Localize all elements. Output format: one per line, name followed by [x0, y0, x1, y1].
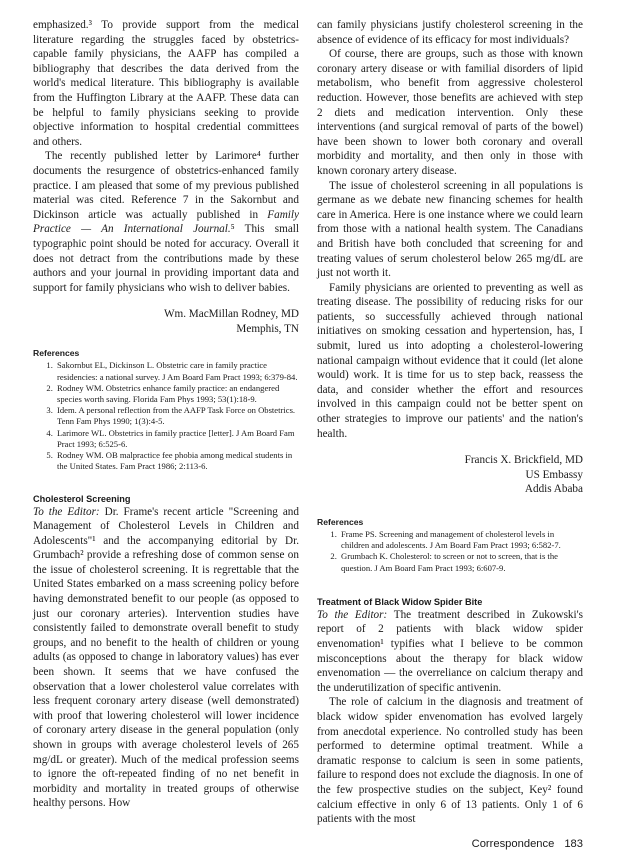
- paragraph-text: The recently published letter by Larimore⁴ further documents the resurgence of obstetrics-enhanced family practice. I am pleased that some of my previous published material was cited. Reference 7 in the Sakornbut and Dickinson article was actually published in: [33, 150, 299, 221]
- signature-block: [33, 307, 299, 336]
- paragraph-text: The treatment described in Zukowski's report of 2 patients with black widow spider envenomation¹ typifies what I believe to be common misconceptions about the therapy for black widow envenomation — the overreliance on calcium therapy and the underutilization of specific antivenin.: [317, 608, 583, 694]
- page-number: 183: [564, 838, 583, 850]
- reference-item: 3. Idem. A personal reflection from the AAFP Task Force on Obstetrics. Tenn Fam Phys 1990; 1(3):4-5.: [55, 405, 299, 427]
- page-footer: [317, 838, 583, 850]
- left-column: [33, 18, 299, 811]
- reference-list: [33, 360, 299, 472]
- paragraph: can family physicians justify cholesterol screening in the absence of evidence of its efficacy for most individuals?: [317, 19, 583, 46]
- reference-item: 2. Grumbach K. Cholesterol: to screen or not to screen, that is the question. J Am Board Fam Pract 1993; 6:607-9.: [339, 551, 583, 573]
- right-column: [317, 18, 583, 827]
- paragraph: Of course, there are groups, such as those with known coronary artery disease or with familial disorders of lipid metabolism, who benefit from aggressive cholesterol reduction. However, those benefits are achieved with step 2 diets and medication intervention. Only these interventions (and surgical removal of parts of the bowel) have been shown to lower both coronary and overall morbidity and mortality, and then only in those with known coronary artery disease.: [317, 48, 583, 177]
- journal-title: Family Practice — An International Journal.: [33, 208, 299, 236]
- paragraph: emphasized.³ To provide support from the medical literature regarding the struggles faced by obstetrics-capable family physicians, the AAFP has compiled a bibliography that describes the data derived from the world's medical literature. This bibliography is available from the Huffington Library at the AAFP. These data can be helpful to family physicians seeking to provide objective information to hospital credential committees and others.: [33, 19, 299, 148]
- references-heading: References: [317, 517, 364, 527]
- paragraph: [317, 608, 583, 696]
- reference-item: 1. Sakornbut EL, Dickinson L. Obstetric care in family practice residencies: a national survey. J Am Board Fam Pract 1993; 6:379-84.: [55, 360, 299, 382]
- signature-place: Memphis, TN: [236, 322, 299, 335]
- reference-item: 5. Rodney WM. OB malpractice fee phobia among medical students in the United States. Fam Pract 1986; 2:113-6.: [55, 450, 299, 472]
- reference-item: 2. Rodney WM. Obstetrics enhance family practice: an endangered species worth saving. Florida Fam Phys 1993; 53(1):18-9.: [55, 383, 299, 405]
- paragraph: The issue of cholesterol screening in all populations is germane as we debate new financing schemes for health care in America. Here is one instance where we could learn from those with a national health system. The Canadians and British have both concluded that screening for and treating values of serum cholesterol below 265 mg/dL are just not worth it.: [317, 179, 583, 280]
- section-heading: Cholesterol Screening: [33, 493, 131, 504]
- signature-block: [317, 453, 583, 497]
- signature-name: Francis X. Brickfield, MD: [464, 454, 583, 467]
- paragraph-text: ⁵ This small typographic point should be noted for accuracy. Overall it does not detract from the contributions made by these authors and your journal in providing important data and support for family physicians who wish to deliver babies.: [33, 223, 299, 294]
- lead-in: To the Editor:: [317, 608, 388, 621]
- reference-item: 1. Frame PS. Screening and management of cholesterol levels in children and adolescents. J Am Board Fam Pract 1993; 6:582-7.: [339, 529, 583, 551]
- lead-in: To the Editor:: [33, 505, 100, 518]
- paragraph: The role of calcium in the diagnosis and treatment of black widow spider envenomation has evolved largely from anecdotal experience. No controlled study has been performed to determine optimal treatment. While a dramatic response to calcium is seen in some patients, failure to respond does not exclude the diagnosis. In one of the few prospective studies on the subject, Key² found calcium effective in only 6 of 13 patients. Only 1 of 6 patients with the most: [317, 696, 583, 826]
- paragraph: Family physicians are oriented to preventing as well as treating disease. The possibility of reducing risks for our patients, so successfully achieved through national initiatives on smoking cessation and hypertension, has, I submit, lured us into adopting a cholesterol-lowering national campaign without evidence that it could (let alone would) work. It is time for us to step back, reassess the data, and consider whether the effort and resources involved in this campaign could not be better spent on other strategies to improve our patients' and the nation's health.: [317, 281, 583, 440]
- signature-org: US Embassy: [525, 468, 583, 481]
- references-heading: References: [33, 348, 80, 359]
- reference-list: [317, 529, 583, 574]
- paragraph: [33, 149, 299, 295]
- paragraph: [33, 505, 299, 811]
- signature-name: Wm. MacMillan Rodney, MD: [163, 308, 299, 321]
- reference-item: 4. Larimore WL. Obstetrics in family practice [letter]. J Am Board Fam Pract 1993; 6:525-6.: [55, 428, 299, 450]
- section-heading: Treatment of Black Widow Spider Bite: [317, 596, 483, 607]
- signature-place: Addis Ababa: [524, 483, 583, 496]
- paragraph-text: Dr. Frame's recent article "Screening and Management of Cholesterol Levels in Children and Adolescents"¹ and the accompanying editorial by Dr. Grumbach² provide a refreshing dose of common sense on the issue of cholesterol screening. It is regrettable that the United States embarked on a mass screening policy before having demonstrated benefit to our people (as opposed to just our coronary arteries). Intervention studies have consistently failed to demonstrate overall benefit to study groups, and no benefit to the health of children or young adults (as opposed to change in laboratory values) has ever been shown. It seems that we have confused the observation that a lower cholesterol value correlates with less frequent coronary artery disease (well demonstrated) with proof that lowering cholesterol will lower incidence of coronary artery disease in the general population (only shown in groups with average cholesterol levels of 265 mg/dL or greater). Much of the medical profession seems to ignore the oft-repeated finding of no net benefit in morbidity and mortality in treated groups of otherwise healthy persons. How: [33, 505, 299, 810]
- footer-section: Correspondence: [471, 838, 555, 850]
